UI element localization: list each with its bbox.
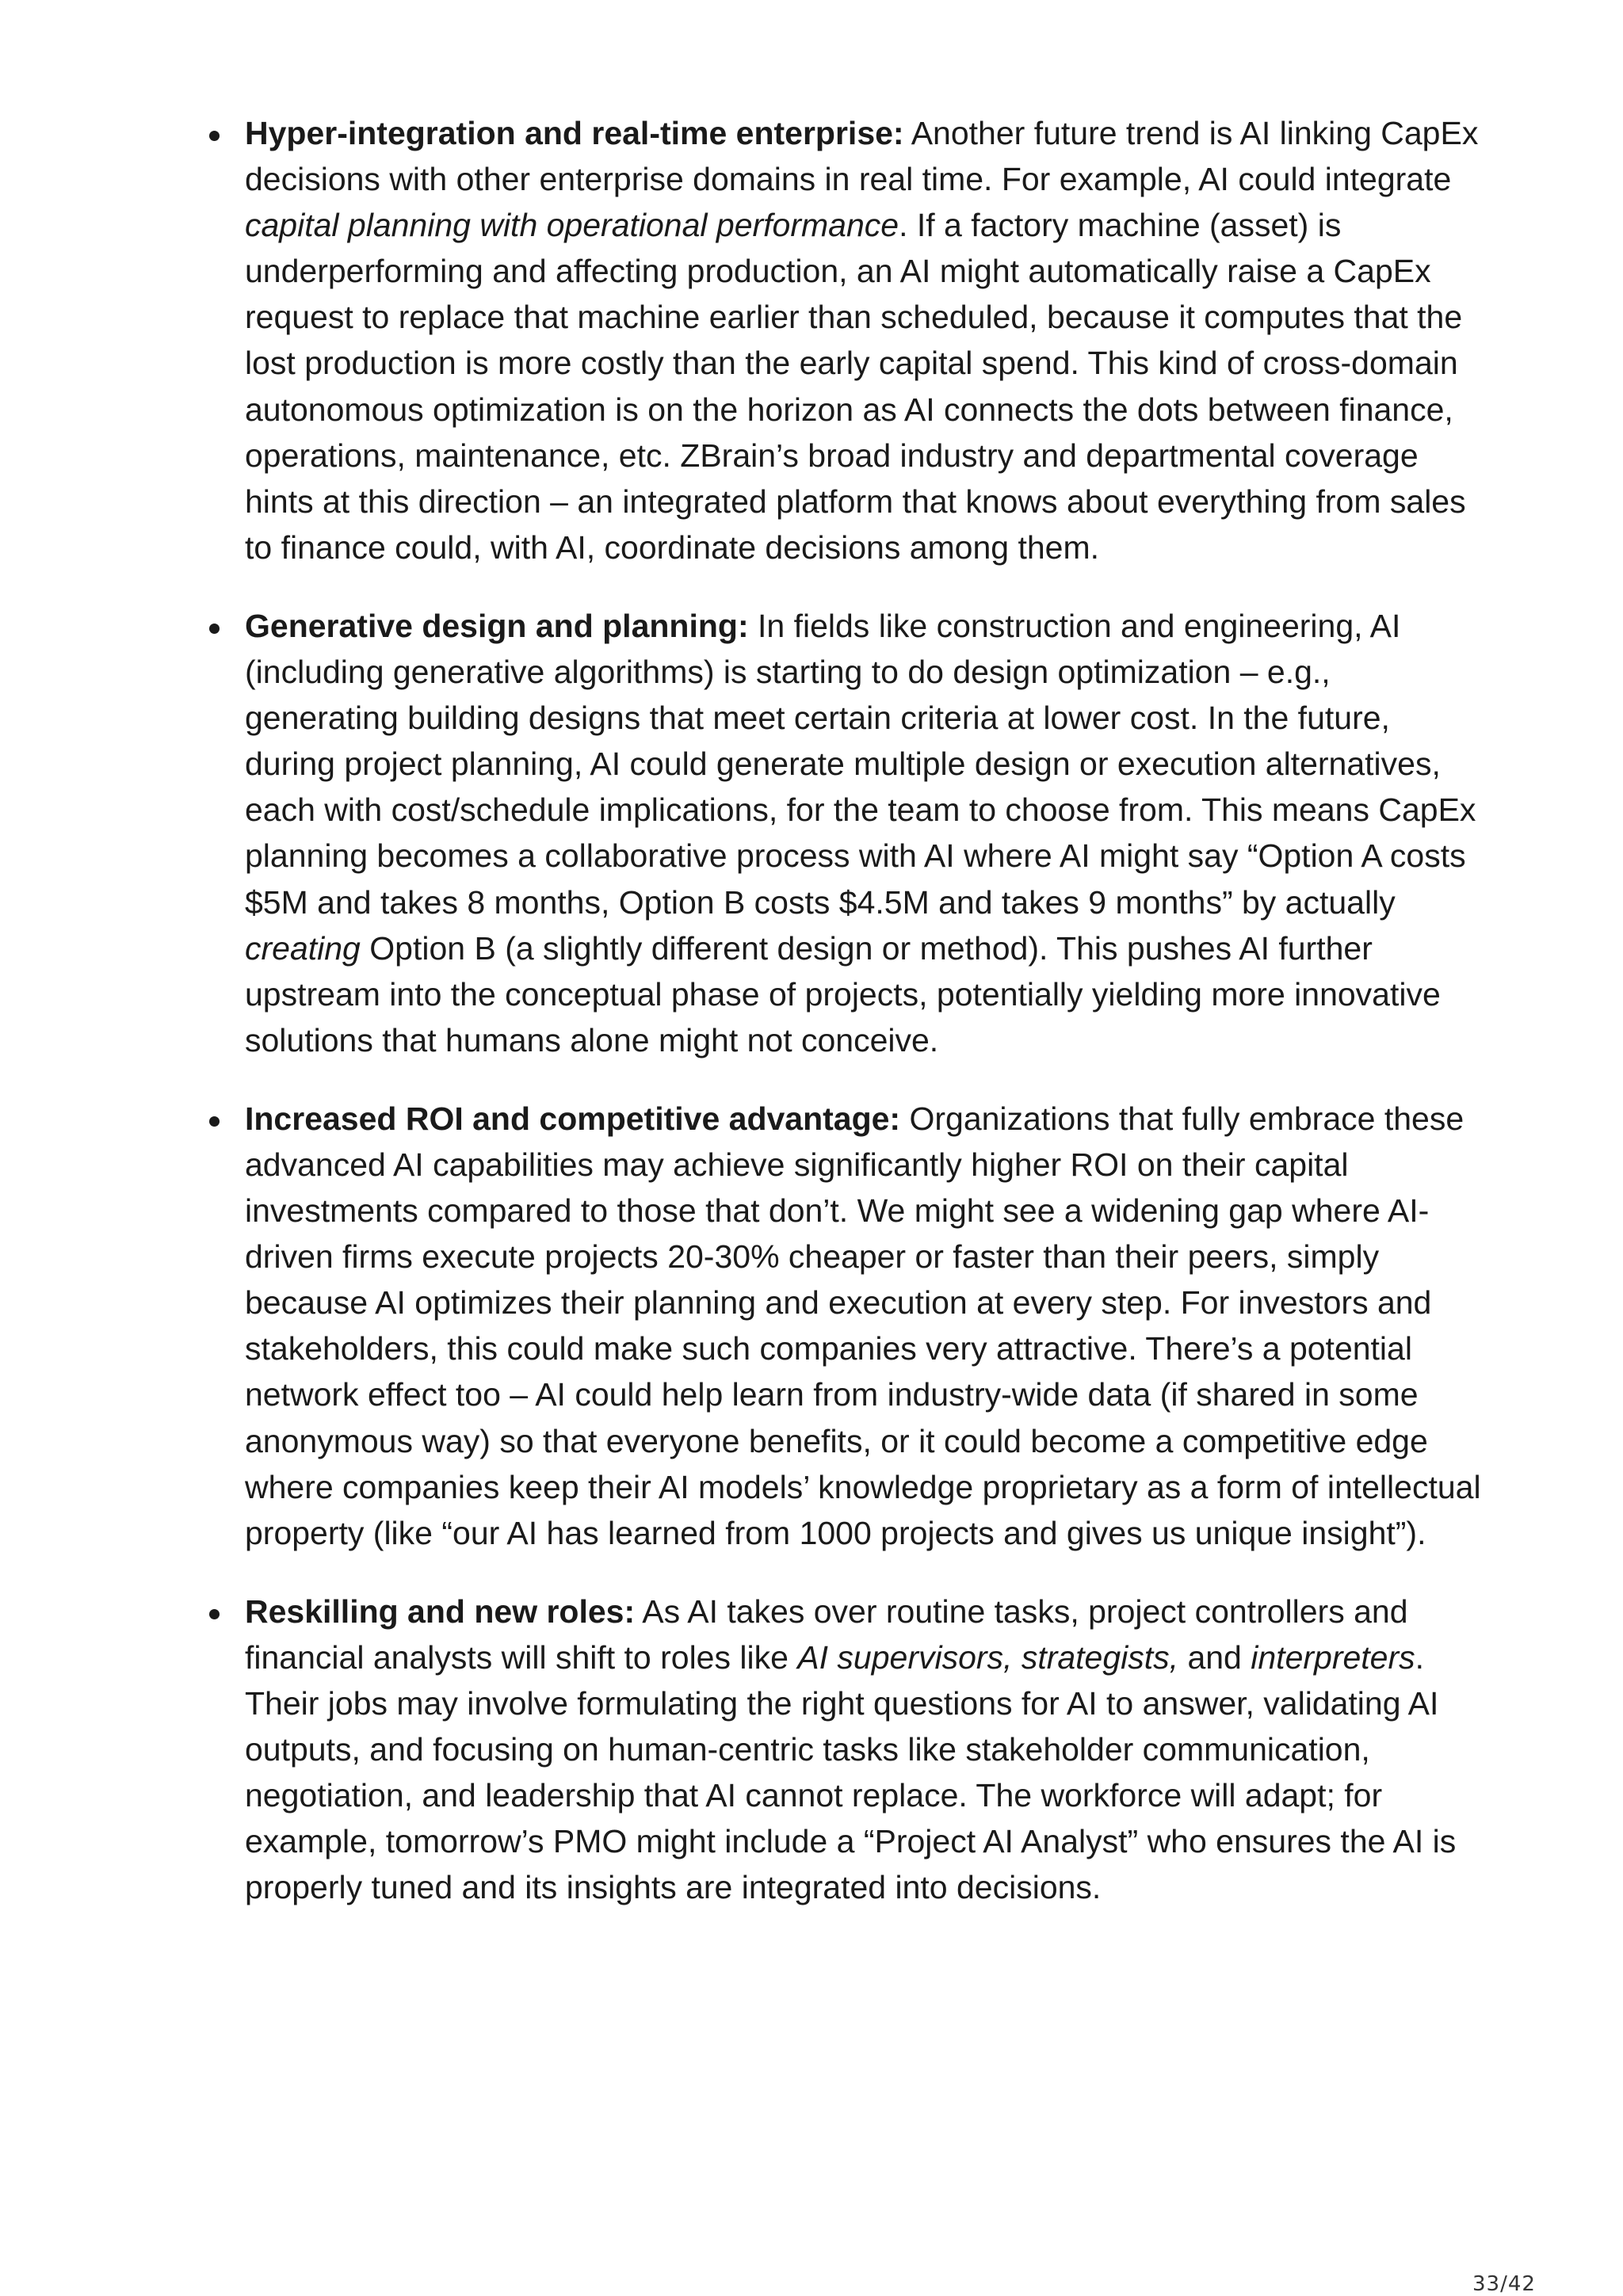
bullet-text: As AI takes over routine tasks, project controllers and financial analysts will shift to roles like [245,1592,1408,1676]
bullet-increased-roi [245,1096,1489,1556]
bullet-italic-text: creating [245,929,361,967]
bullet-title: Hyper-integration and real-time enterprise: [245,115,904,151]
bullet-title: Generative design and planning: [245,607,749,644]
page-number: 33/42 [1472,2272,1536,2296]
bullet-italic-text: AI supervisors, strategists, [797,1638,1179,1676]
bullet-hyper-integration [245,110,1489,570]
bullet-text: Option B (a slightly different design or method). This pushes AI further upstream into the conceptual phase of projects, potentially yielding more innovative solutions that humans alone might not conceive. [245,929,1441,1058]
bullet-title: Increased ROI and competitive advantage: [245,1100,901,1137]
bullet-text: . If a factory machine (asset) is underperforming and affecting production, an AI might automatically raise a CapEx request to replace that machine earlier than scheduled, because it computes that the lost production is more costly than the early capital spend. This kind of cross-domain autonomous optimization is on the horizon as AI connects the dots between finance, operations, maintenance, etc. ZBrain’s broad industry and departmental coverage hints at this direction – an integrated platform that knows about everything from sales to finance could, with AI, coordinate decisions among them. [245,207,1466,566]
bullet-title: Reskilling and new roles: [245,1592,636,1630]
bullet-reskilling [245,1589,1489,1911]
bullet-italic-text: interpreters [1251,1638,1415,1676]
bullet-text: and [1178,1638,1251,1676]
bullet-generative-design [245,603,1489,1063]
bullet-italic-text: capital planning with operational performance [245,207,899,244]
bullet-text: . Their jobs may involve formulating the right questions for AI to answer, validating AI outputs, and focusing on human-centric tasks like stakeholder communication, negotiation, and leadership that AI cannot replace. The workforce will adapt; for example, tomorrow’s PMO might include a “Project AI Analyst” who ensures the AI is properly tuned and its insights are integrated into decisions. [245,1638,1457,1906]
bullet-text: Organizations that fully embrace these advanced AI capabilities may achieve significantly higher ROI on their capital investments compared to those that don’t. We might see a widening gap where AI-driven firms execute projects 20-30% cheaper or faster than their peers, simply because AI optimizes their planning and execution at every step. For investors and stakeholders, this could make such companies very attractive. There’s a potential network effect too – AI could help learn from industry-wide data (if shared in some anonymous way) so that everyone benefits, or it could become a competitive edge where companies keep their AI models’ knowledge proprietary as a form of intellectual property (like “our AI has learned from 1000 projects and gives us unique insight”). [245,1100,1481,1551]
bullet-list [0,110,1489,1943]
bullet-text: In fields like construction and engineering, AI (including generative algorithms) is starting to do design optimization – e.g., generating building designs that meet certain criteria at lower cost. In the future, during project planning, AI could generate multiple design or execution alternatives, each with cost/schedule implications, for the team to choose from. This means CapEx planning becomes a collaborative process with AI where AI might say “Option A costs $5M and takes 8 months, Option B costs $4.5M and takes 9 months” by actually [245,607,1476,921]
bullet-text: Another future trend is AI linking CapEx decisions with other enterprise domains in real time. For example, AI could integrate [245,115,1479,198]
